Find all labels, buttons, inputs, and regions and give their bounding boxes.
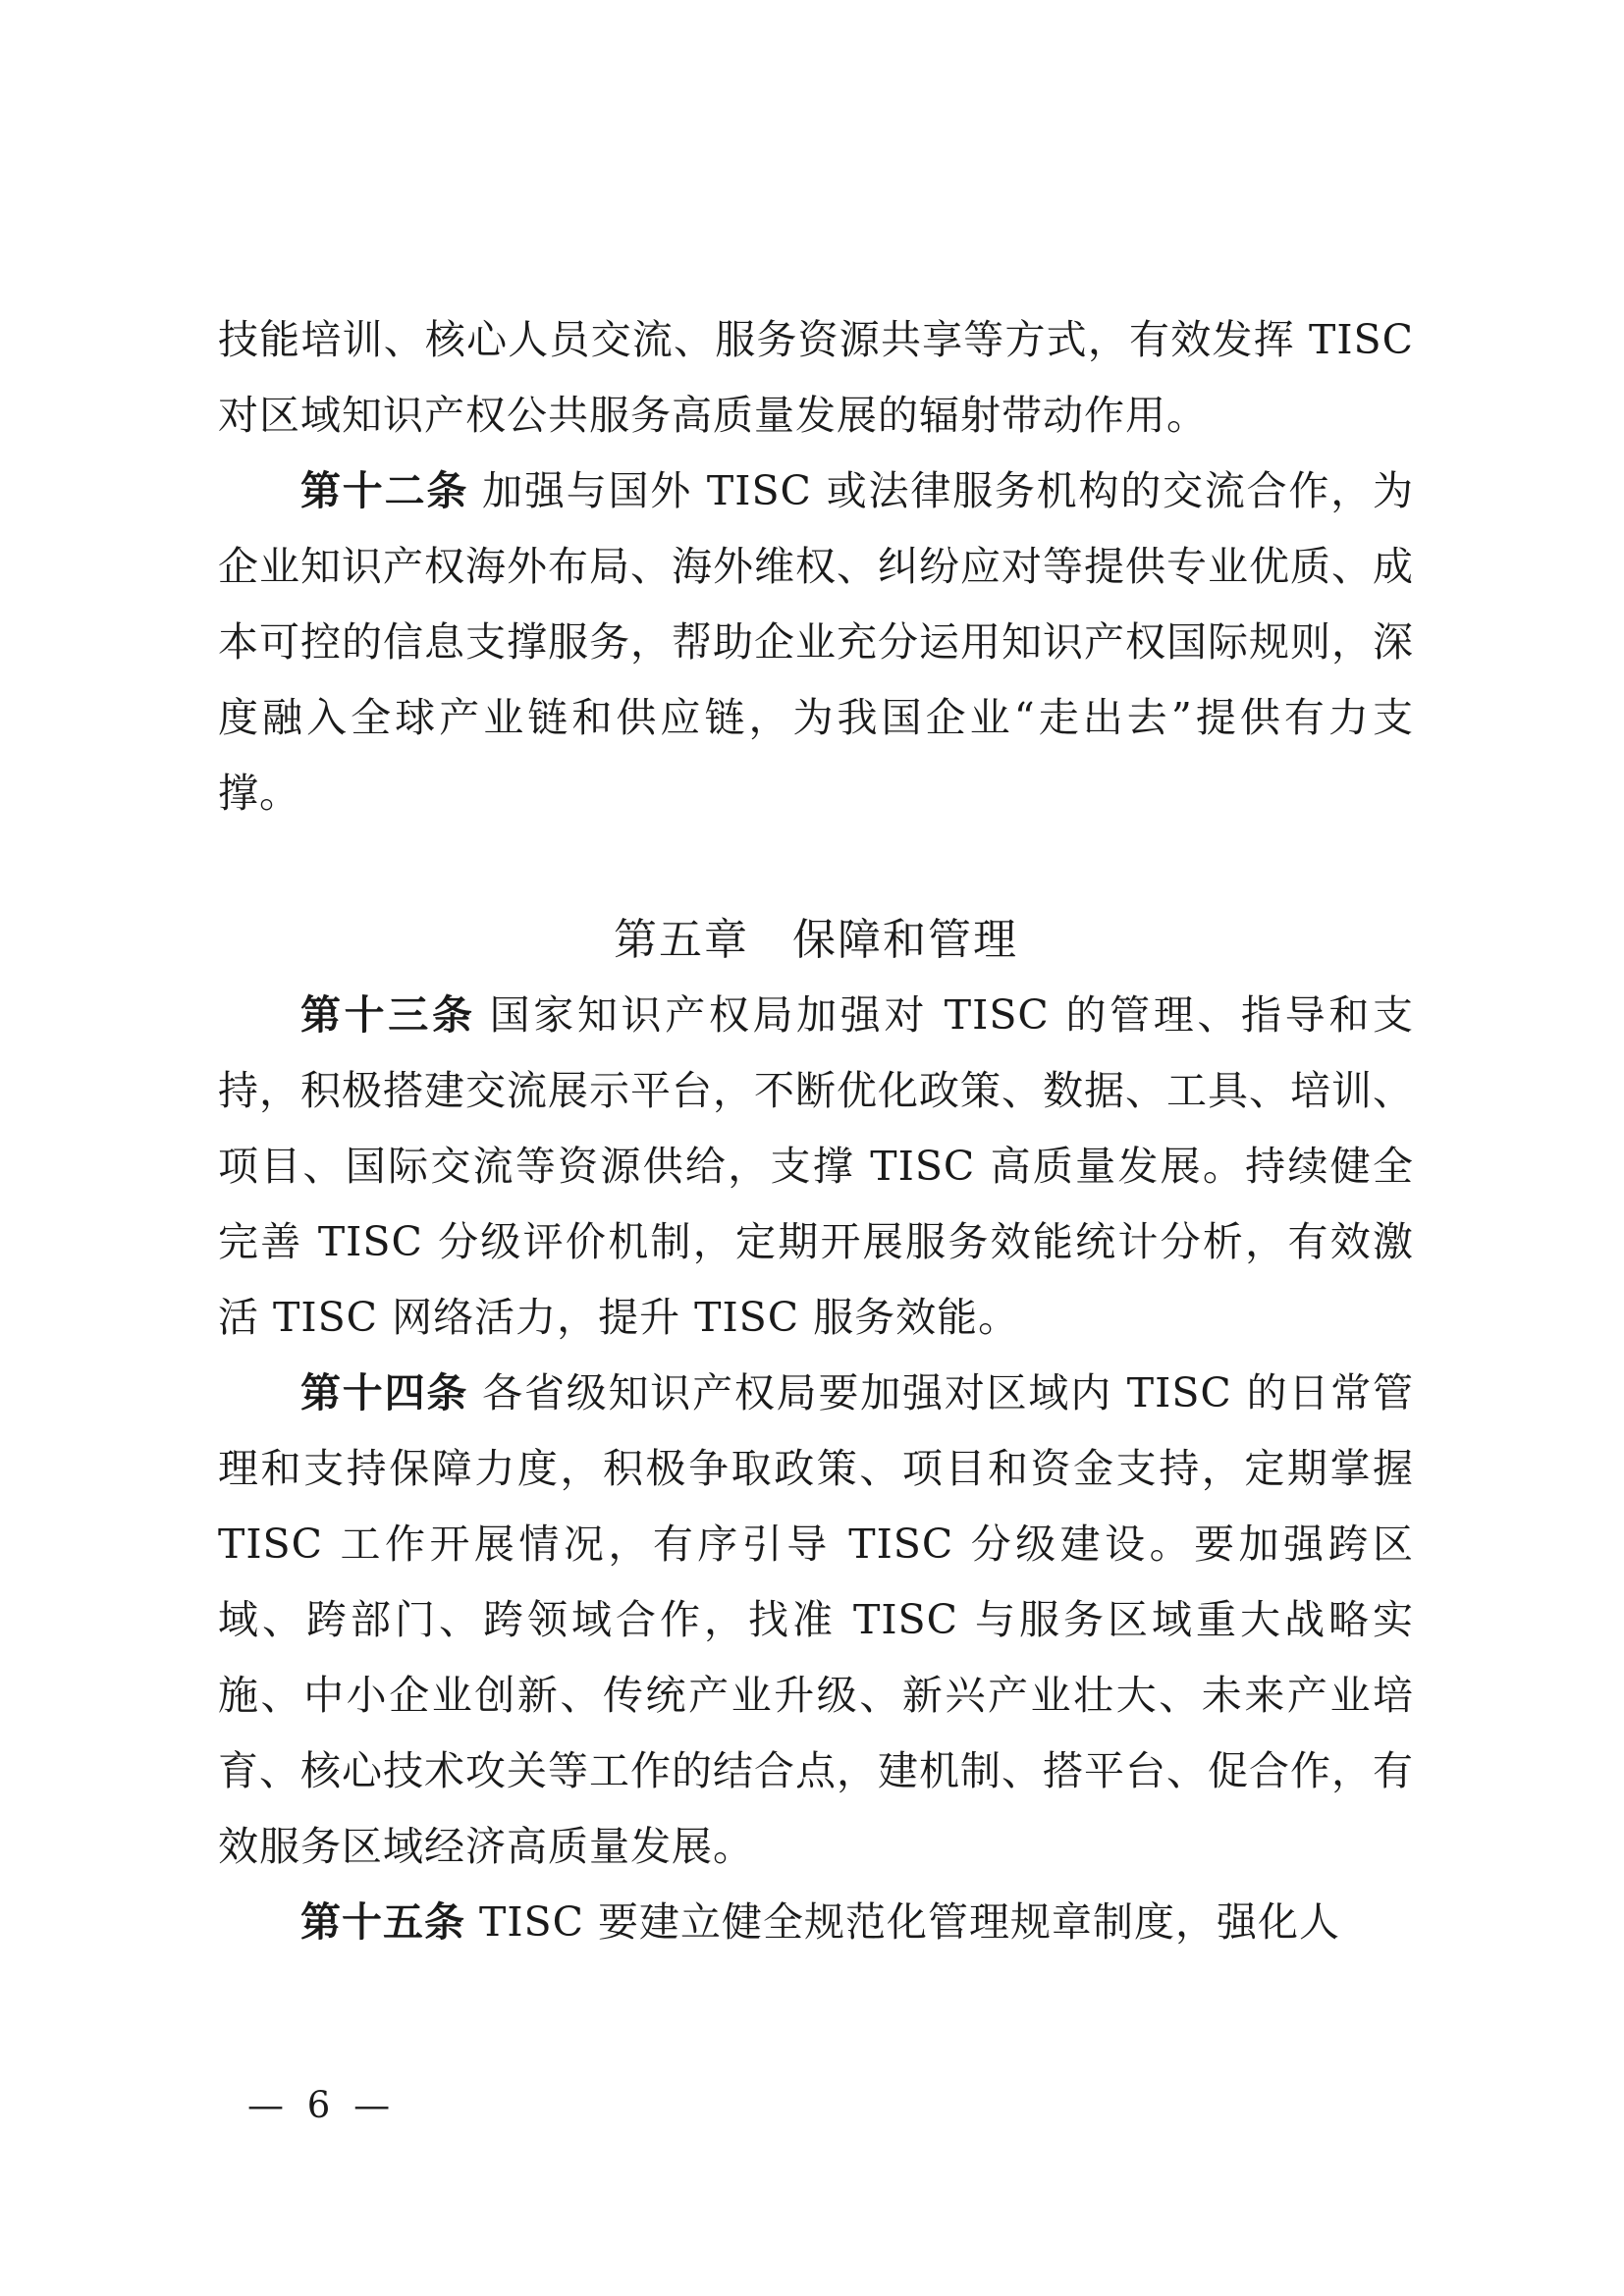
chapter-number: 第五章 (614, 915, 749, 965)
article-12 (218, 454, 1414, 831)
article-14-text: 各省级知识产权局要加强对区域内 TISC 的日常管理和支持保障力度，积极争取政策、项目和资金支持，定期掌握 TISC 工作开展情况，有序引导 TISC 分级建设。要加强跨区域、跨部门、跨领域合作，找准 TISC 与服务区域重大战略实施、中小企业创新、传统产业升级、新兴产业壮大、未来产业培育、核心技术攻关等工作的结合点，建机制、搭平台、促合作，有效服务区域经济高质量发展。 (218, 1369, 1414, 1870)
article-12-label: 第十二条 (300, 467, 469, 514)
paragraph-continuation: 技能培训、核心人员交流、服务资源共享等方式，有效发挥 TISC 对区域知识产权公共服务高质量发展的辐射带动作用。 (218, 316, 1414, 439)
article-14-label: 第十四条 (300, 1369, 469, 1416)
document-body (218, 302, 1414, 1960)
article-13-label: 第十三条 (300, 991, 476, 1039)
chapter-heading (218, 902, 1414, 978)
article-12-text: 加强与国外 TISC 或法律服务机构的交流合作，为企业知识产权海外布局、海外维权、纠纷应对等提供专业优质、成本可控的信息支撑服务，帮助企业充分运用知识产权国际规则，深度融入全球产业链和供应链，为我国企业“走出去”提供有力支撑。 (218, 467, 1414, 817)
page-number: — 6 — (247, 2084, 397, 2126)
article-14 (218, 1356, 1414, 1885)
chapter-title: 保障和管理 (792, 915, 1018, 965)
article-13-text: 国家知识产权局加强对 TISC 的管理、指导和支持，积极搭建交流展示平台，不断优化政策、数据、工具、培训、项目、国际交流等资源供给，支撑 TISC 高质量发展。持续健全完善 TISC 分级评价机制，定期开展服务效能统计分析，有效激活 TISC 网络活力，提升 TISC 服务效能。 (218, 991, 1415, 1341)
article-15-text: TISC 要建立健全规范化管理规章制度，强化人 (479, 1898, 1341, 1946)
article-15-label: 第十五条 (300, 1898, 465, 1946)
article-15 (218, 1885, 1414, 1960)
article-13 (218, 978, 1414, 1356)
